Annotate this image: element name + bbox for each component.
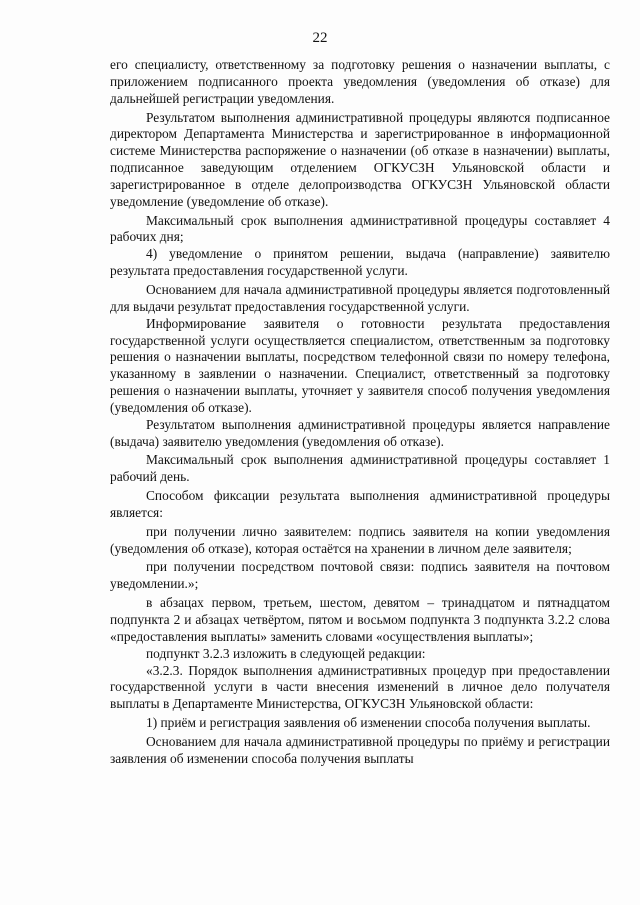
paragraph: его специалисту, ответственному за подготовку решения о назначении выплаты, с приложением подписанного проекта уведомления (уведомления об отказе) для дальнейшей регистрации уведомления.	[110, 57, 610, 106]
paragraph: в абзацах первом, третьем, шестом, девятом – тринадцатом и пятнадцатом подпункта 2 и абзацах четвёртом, пятом и восьмом подпункта 3 подпункта 3.2.2 слова «предоставления выплаты» заменить словами «осуществления выплаты»;	[110, 595, 610, 644]
paragraph: Максимальный срок выполнения административной процедуры составляет 1 рабочий день.	[110, 452, 610, 485]
paragraph: Результатом выполнения административной процедуры является направление (выдача) заявителю уведомления (уведомления об отказе).	[110, 416, 610, 449]
paragraph: при получении лично заявителем: подпись заявителя на копии уведомления (уведомления об отказе), которая остаётся на хранении в личном деле заявителя;	[110, 523, 610, 556]
document-body	[110, 57, 610, 768]
paragraph: Способом фиксации результата выполнения административной процедуры является:	[110, 488, 610, 520]
paragraph: Результатом выполнения административной процедуры являются подписанное директором Департамента Министерства и зарегистрированное в информационной системе Министерства распоряжение о назначении (об отказе в назначении) выплаты, подписанное заведующим отделением ОГКУСЗН Ульяновской области и зарегистрированное в отделе делопроизводства ОГКУСЗН Ульяновской области уведомление (уведомление об отказе).	[110, 109, 610, 209]
paragraph: «3.2.3. Порядок выполнения административных процедур при предоставлении государственной услуги в части внесения изменений в личное дело получателя выплаты в Департаменте Министерства, ОГКУСЗН Ульяновской области:	[110, 662, 610, 712]
paragraph: подпункт 3.2.3 изложить в следующей редакции:	[146, 645, 426, 661]
page-number: 22	[312, 30, 328, 46]
paragraph: 1) приём и регистрация заявления об изменении способа получения выплаты.	[146, 715, 591, 731]
paragraph: 4) уведомление о принятом решении, выдача (направление) заявителю результата предоставления государственной услуги.	[110, 246, 610, 279]
paragraph: Основанием для начала административной процедуры по приёму и регистрации заявления об изменении способа получения выплаты	[110, 733, 610, 766]
paragraph: Информирование заявителя о готовности результата предоставления государственной услуги осуществляется специалистом, ответственным за подготовку решения о назначении выплаты, посредством телефонной связи по номеру телефона, указанному в заявлении о назначении. Специалист, ответственный за подготовку решения о назначении выплаты, уточняет у заявителя способ получения уведомления (уведомления об отказе).	[110, 315, 610, 415]
paragraph: при получении посредством почтовой связи: подпись заявителя на почтовом уведомлении.»;	[110, 559, 610, 592]
paragraph: Максимальный срок выполнения административной процедуры составляет 4 рабочих дня;	[110, 212, 610, 245]
paragraph: Основанием для начала административной процедуры является подготовленный для выдачи результат предоставления государственной услуги.	[110, 281, 610, 314]
